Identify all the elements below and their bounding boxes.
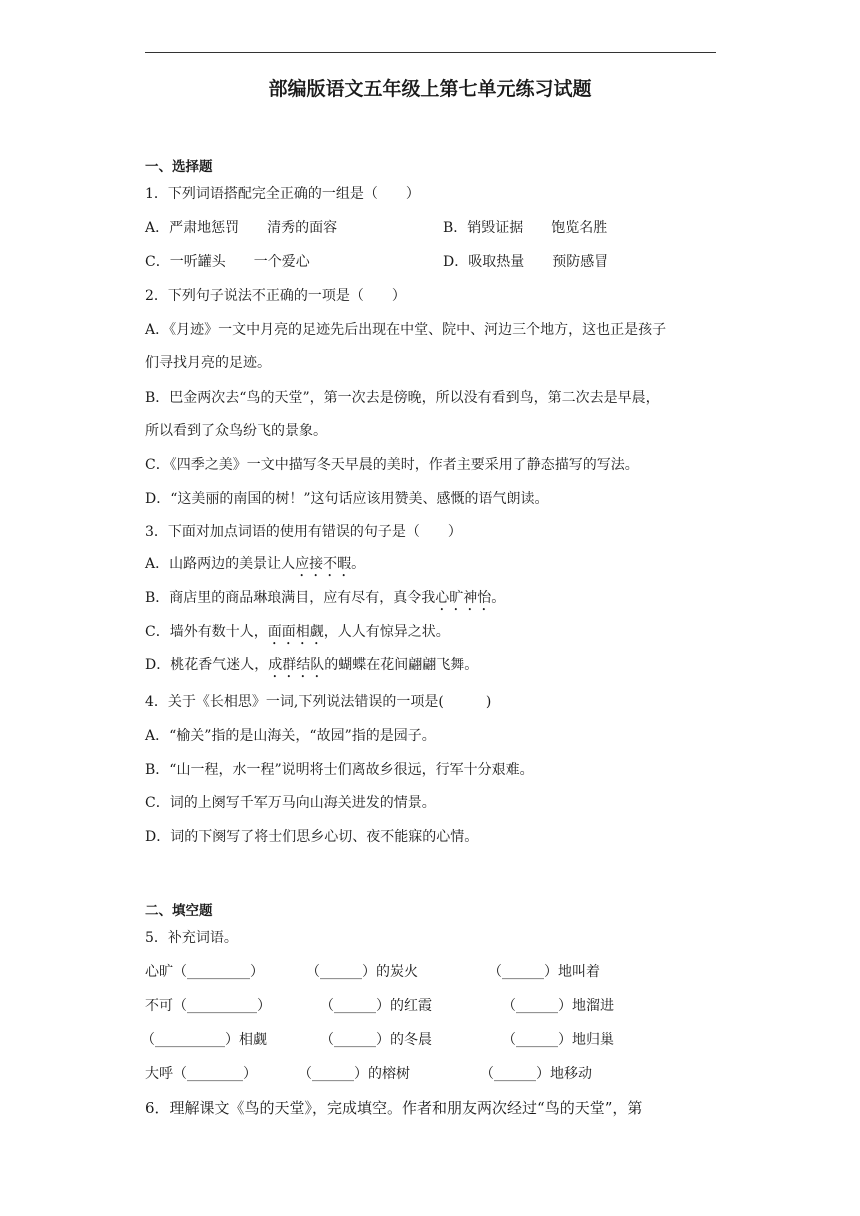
q5-cell: （______）的榕树 [298, 1066, 410, 1082]
q5-cell: （______）地移动 [480, 1066, 592, 1082]
q3-c-text: C．墙外有数十人， [145, 624, 268, 640]
q1-stem: 1．下列词语搭配完全正确的一组是（ ） [145, 186, 420, 202]
q6-stem: 6．理解课文《鸟的天堂》，完成填空。作者和朋友两次经过“鸟的天堂”，第 [145, 1099, 643, 1117]
q5-cell: 不可（__________） [145, 998, 271, 1014]
q4-option-b: B．“山一程，水一程”说明将士们离故乡很远，行军十分艰难。 [145, 762, 534, 778]
q5-cell: （______）地叫着 [488, 964, 600, 980]
q5-cell: （__________）相觑 [141, 1032, 267, 1048]
q3-b-dotted-word: 心旷神怡 [435, 590, 492, 606]
q3-d-dotted-word: 成群结队 [268, 657, 325, 673]
q2-option-a-line1: A．《月迹》一文中月亮的足迹先后出现在中堂、院中、河边三个地方，这也正是孩子 [145, 322, 667, 338]
q1-option-c: C．一听罐头 一个爱心 [145, 254, 310, 270]
q2-option-a-line2: 们寻找月亮的足迹。 [145, 355, 271, 371]
q5-stem: 5．补充词语。 [145, 930, 238, 946]
q3-a-dotted-word: 应接不暇 [295, 556, 352, 572]
q5-cell: 心旷（_________） [145, 964, 264, 980]
q3-option-d [145, 655, 478, 681]
q4-option-c: C．词的上阕写千军万马向山海关进发的情景。 [145, 795, 436, 811]
q2-option-b-line2: 所以看到了众鸟纷飞的景象。 [145, 423, 327, 439]
q3-option-b [145, 588, 505, 614]
q3-b-end: 。 [491, 590, 506, 606]
q5-cell: （______）地溜进 [502, 998, 614, 1014]
section-heading-choice: 一、选择题 [145, 159, 213, 175]
q3-a-text: A．山路两边的美景让人 [145, 556, 296, 572]
q2-stem: 2．下列句子说法不正确的一项是（ ） [145, 288, 406, 304]
q3-c-dotted-word: 面面相觑 [267, 624, 324, 640]
q3-c-end: ，人人有惊异之状。 [323, 624, 450, 640]
q2-option-b-line1: B．巴金两次去“鸟的天堂”，第一次去是傍晚，所以没有看到鸟，第二次去是早晨， [145, 390, 660, 406]
q3-stem: 3．下面对加点词语的使用有错误的句子是（ ） [145, 524, 462, 540]
q3-d-end: 的蝴蝶在花间翩翩飞舞。 [324, 657, 479, 673]
q3-option-c [145, 622, 450, 648]
q5-cell: （______）地归巢 [502, 1032, 614, 1048]
q3-a-end: 。 [351, 556, 366, 572]
q2-option-d: D．“这美丽的南国的树！”这句话应该用赞美、感慨的语气朗读。 [145, 491, 549, 507]
q4-stem: 4．关于《长相思》一词,下列说法错误的一项是( ) [145, 694, 492, 710]
q2-option-c: C．《四季之美》一文中描写冬天早晨的美时，作者主要采用了静态描写的写法。 [145, 457, 639, 473]
q4-option-d: D．词的下阕写了将士们思乡心切、夜不能寐的心情。 [145, 829, 479, 845]
q1-option-d: D．吸取热量 预防感冒 [443, 254, 609, 270]
q5-cell: （______）的冬晨 [320, 1032, 432, 1048]
q5-cell: （______）的红霞 [320, 998, 432, 1014]
page-title: 部编版语文五年级上第七单元练习试题 [268, 78, 592, 100]
q3-option-a [145, 554, 365, 580]
header-rule [145, 52, 716, 53]
q3-b-text: B．商店里的商品琳琅满目，应有尽有，真令我 [145, 590, 436, 606]
q5-cell: （______）的炭火 [306, 964, 418, 980]
section-heading-fill: 二、填空题 [145, 903, 213, 919]
q1-option-b: B．销毁证据 饱览名胜 [443, 220, 608, 236]
q1-option-a: A．严肃地惩罚 清秀的面容 [145, 220, 338, 236]
q5-cell: 大呼（________） [145, 1066, 257, 1082]
q4-option-a: A．“榆关”指的是山海关，“故园”指的是园子。 [145, 728, 436, 744]
q3-d-text: D．桃花香气迷人， [145, 657, 269, 673]
